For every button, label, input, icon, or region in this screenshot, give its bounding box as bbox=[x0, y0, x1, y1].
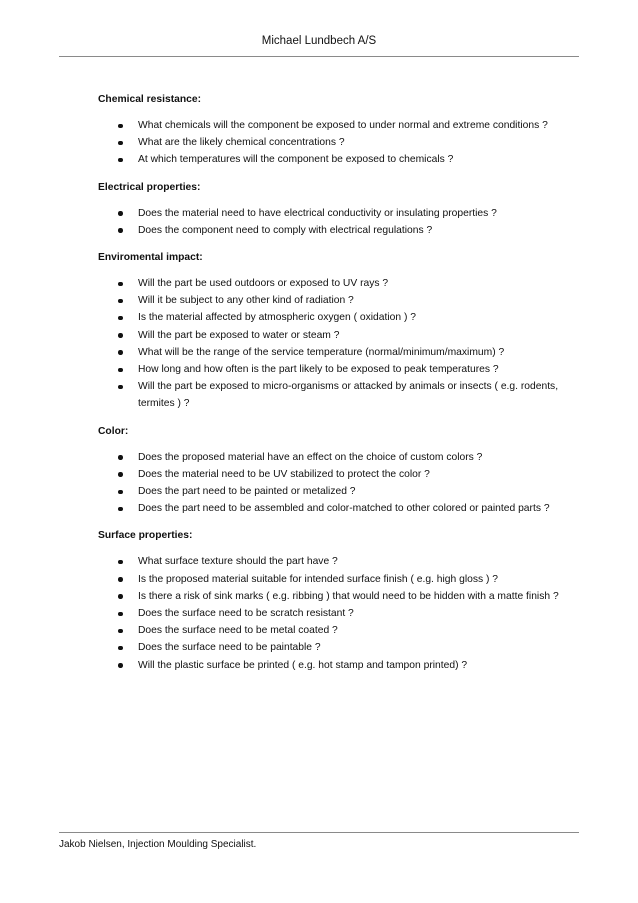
header-divider bbox=[59, 56, 579, 57]
footer-divider bbox=[59, 832, 579, 833]
list-item bbox=[98, 588, 578, 605]
list-item bbox=[98, 327, 578, 344]
bullet-icon bbox=[118, 141, 123, 146]
bullet-icon bbox=[118, 299, 123, 304]
section-heading: Color: bbox=[98, 425, 129, 437]
list-item bbox=[98, 449, 578, 466]
bullet-icon bbox=[118, 663, 123, 668]
bullet-icon bbox=[118, 333, 123, 338]
list-item bbox=[98, 275, 578, 292]
list-item bbox=[98, 344, 578, 361]
list-item bbox=[98, 292, 578, 309]
bullet-icon bbox=[118, 350, 123, 355]
section-heading: Electrical properties: bbox=[98, 181, 201, 193]
page-footer-text: Jakob Nielsen, Injection Moulding Specialist. bbox=[59, 839, 257, 850]
list-item bbox=[98, 205, 578, 222]
list-item bbox=[98, 622, 578, 639]
list-item bbox=[98, 466, 578, 483]
section bbox=[98, 91, 578, 169]
list-item-text: Does the material need to be UV stabilized to protect the color ? bbox=[138, 468, 430, 480]
list-item bbox=[98, 117, 578, 134]
list-item-text: How long and how often is the part likely to be exposed to peak temperatures ? bbox=[138, 364, 499, 376]
bullet-icon bbox=[118, 594, 123, 599]
list-item-text: Does the material need to have electrical conductivity or insulating properties ? bbox=[138, 207, 497, 219]
list-item bbox=[98, 134, 578, 151]
list-item bbox=[98, 500, 578, 517]
list-item-text: Does the proposed material have an effect on the choice of custom colors ? bbox=[138, 451, 483, 463]
section-heading: Chemical resistance: bbox=[98, 94, 202, 105]
bullet-list bbox=[98, 205, 578, 239]
document-body bbox=[98, 91, 578, 684]
section bbox=[98, 179, 578, 239]
list-item bbox=[98, 571, 578, 588]
list-item-text: Does the part need to be painted or metalized ? bbox=[138, 486, 356, 498]
bullet-icon bbox=[118, 124, 123, 129]
list-item bbox=[98, 151, 578, 168]
list-item bbox=[98, 657, 578, 674]
bullet-icon bbox=[118, 211, 123, 216]
bullet-icon bbox=[118, 646, 123, 651]
list-item-text: Does the part need to be assembled and color-matched to other colored or painted parts ? bbox=[138, 503, 550, 515]
list-item bbox=[98, 309, 578, 326]
list-item-text: Will the part be used outdoors or exposed to UV rays ? bbox=[138, 278, 389, 290]
list-item bbox=[98, 361, 578, 378]
bullet-list bbox=[98, 117, 578, 169]
list-item-text: Will the part be exposed to water or steam ? bbox=[138, 329, 340, 341]
list-item bbox=[98, 605, 578, 622]
list-item-text: What will be the range of the service temperature (normal/minimum/maximum) ? bbox=[138, 346, 505, 358]
bullet-icon bbox=[118, 577, 123, 582]
bullet-icon bbox=[118, 158, 123, 163]
section bbox=[98, 249, 578, 413]
bullet-list bbox=[98, 449, 578, 518]
list-item-text: Does the surface need to be scratch resistant ? bbox=[138, 608, 354, 620]
list-item bbox=[98, 639, 578, 656]
list-item bbox=[98, 378, 578, 412]
list-item-text: What are the likely chemical concentrations ? bbox=[138, 137, 345, 149]
section-heading: Surface properties: bbox=[98, 530, 193, 542]
page-header-title: Michael Lundbech A/S bbox=[261, 35, 377, 47]
list-item-text: Does the surface need to be paintable ? bbox=[138, 642, 321, 654]
bullet-icon bbox=[118, 316, 123, 321]
bullet-icon bbox=[118, 560, 123, 565]
list-item bbox=[98, 483, 578, 500]
bullet-icon bbox=[118, 368, 123, 373]
list-item-text: Will the plastic surface be printed ( e.g. hot stamp and tampon printed) ? bbox=[138, 659, 468, 671]
list-item bbox=[98, 553, 578, 570]
section-heading: Enviromental impact: bbox=[98, 252, 203, 264]
bullet-icon bbox=[118, 385, 123, 390]
list-item bbox=[98, 222, 578, 239]
list-item-text: Will the part be exposed to micro-organisms or attacked by animals or insects ( e.g. rodents, termites ) ? bbox=[138, 381, 559, 410]
bullet-icon bbox=[118, 228, 123, 233]
list-item-text: Does the surface need to be metal coated ? bbox=[138, 625, 338, 637]
section bbox=[98, 527, 578, 673]
bullet-icon bbox=[118, 490, 123, 495]
list-item-text: Will it be subject to any other kind of radiation ? bbox=[138, 295, 354, 307]
bullet-icon bbox=[118, 612, 123, 617]
bullet-icon bbox=[118, 455, 123, 460]
bullet-icon bbox=[118, 472, 123, 477]
list-item-text: Is the proposed material suitable for intended surface finish ( e.g. high gloss ) ? bbox=[138, 573, 499, 585]
section bbox=[98, 423, 578, 518]
bullet-list bbox=[98, 275, 578, 413]
list-item-text: Is there a risk of sink marks ( e.g. ribbing ) that would need to be hidden with a matte finish ? bbox=[138, 590, 559, 602]
list-item-text: What surface texture should the part have ? bbox=[138, 556, 338, 568]
list-item-text: Is the material affected by atmospheric oxygen ( oxidation ) ? bbox=[138, 312, 416, 324]
bullet-icon bbox=[118, 629, 123, 634]
list-item-text: Does the component need to comply with electrical regulations ? bbox=[138, 224, 433, 236]
bullet-icon bbox=[118, 282, 123, 287]
list-item-text: What chemicals will the component be exposed to under normal and extreme conditions ? bbox=[138, 120, 548, 131]
list-item-text: At which temperatures will the component be exposed to chemicals ? bbox=[138, 154, 454, 166]
bullet-list bbox=[98, 553, 578, 673]
bullet-icon bbox=[118, 507, 123, 512]
